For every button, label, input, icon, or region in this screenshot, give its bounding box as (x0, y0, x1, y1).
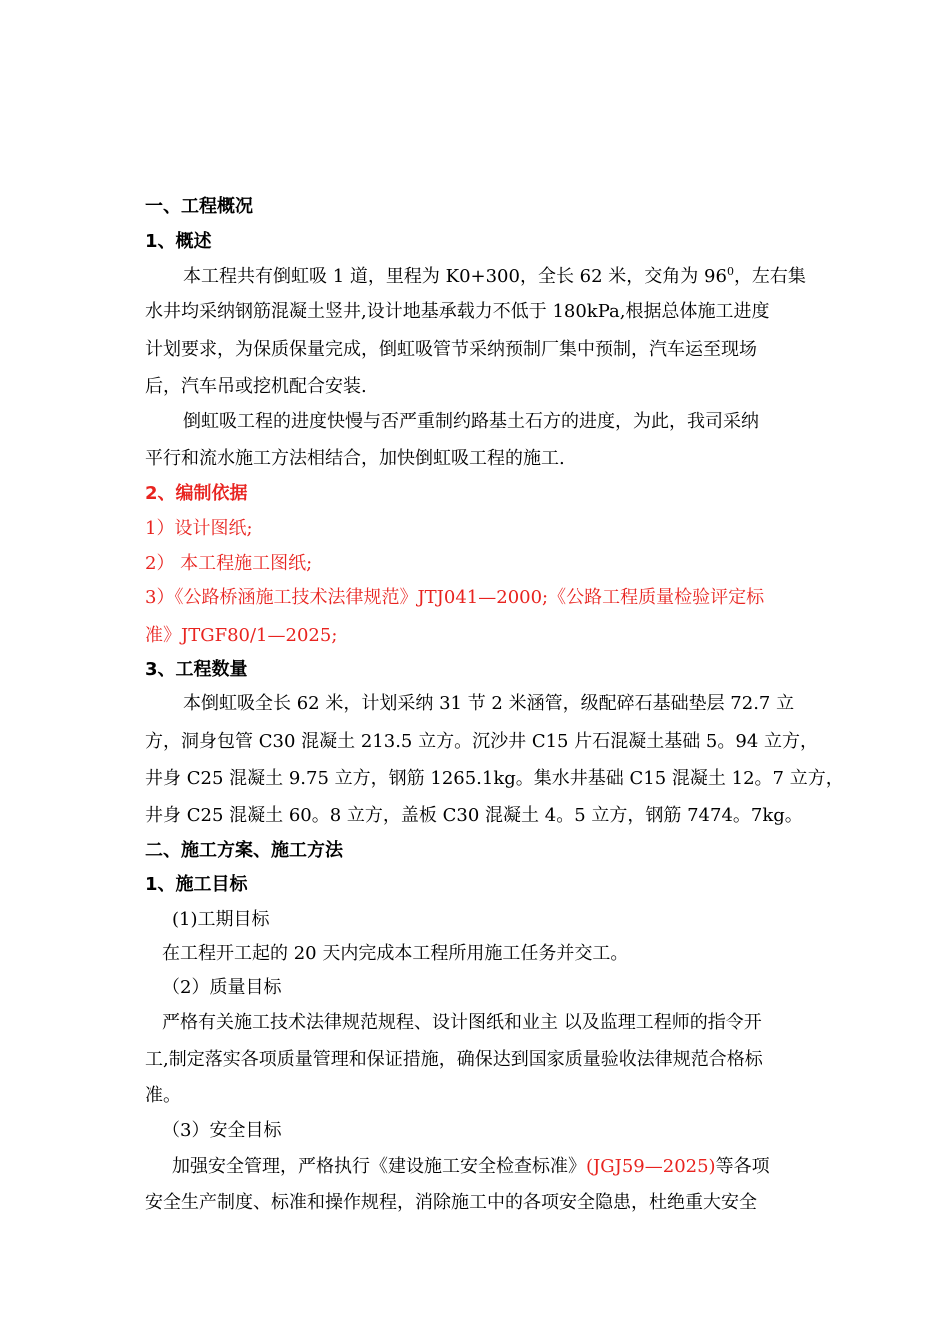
subsection-heading: 1、施工目标 (145, 874, 248, 895)
list-item: 2） 本工程施工图纸; (145, 553, 313, 574)
paragraph-line: 倒虹吸工程的进度快慢与否严重制约路基土石方的进度，为此，我司采纳 (183, 411, 759, 432)
paragraph-line: 井身 C25 混凝土 9.75 立方，钢筋 1265.1kg。集水井基础 C15 混凝土 12。7 立方， (145, 768, 844, 789)
section-heading: 二、施工方案、施工方法 (145, 840, 343, 861)
list-item: 1）设计图纸; (145, 518, 253, 539)
goal-title: （3）安全目标 (162, 1120, 282, 1141)
paragraph-line: 平行和流水施工方法相结合，加快倒虹吸工程的施工. (145, 448, 565, 469)
subsection-heading: 2、编制依据 (145, 483, 248, 504)
goal-title: （2）质量目标 (162, 977, 282, 998)
subsection-heading: 3、工程数量 (145, 659, 248, 680)
paragraph-line: 井身 C25 混凝土 60。8 立方，盖板 C30 混凝土 4。5 立方，钢筋 7474。7kg。 (145, 805, 803, 826)
goal-title: (1)工期目标 (172, 909, 270, 930)
list-item: 3）《公路桥涵施工技术法律规范》JTJ041—2000;《公路工程质量检验评定标 (145, 587, 765, 608)
paragraph-line: 安全生产制度、标准和操作规程，消除施工中的各项安全隐患，杜绝重大安全 (145, 1192, 757, 1213)
degree-superscript: 0 (726, 265, 734, 278)
paragraph-line: 本工程共有倒虹吸 1 道，里程为 K0+300，全长 62 米，交角为 $96^0$，左右集 (183, 265, 806, 287)
paragraph-line: 后，汽车吊或挖机配合安装. (145, 376, 367, 397)
paragraph-line: 水井均采纳钢筋混凝土竖井,设计地基承载力不低于 180kPa,根据总体施工进度 (145, 301, 770, 322)
paragraph-line: 在工程开工起的 20 天内完成本工程所用施工任务并交工。 (162, 943, 629, 964)
paragraph-line: 准。 (145, 1085, 181, 1106)
list-item: 准》JTGF80/1—2025; (145, 625, 338, 646)
paragraph-line: 方，洞身包管 C30 混凝土 213.5 立方。沉沙井 C15 片石混凝土基础 5。94 立方， (145, 731, 819, 752)
section-heading: 一、工程概况 (145, 196, 253, 217)
subsection-heading: 1、概述 (145, 231, 212, 252)
standard-code-red: (JGJ59—2025) (586, 1156, 716, 1177)
paragraph-line: 严格有关施工技术法律规范规程、设计图纸和业主 以及监理工程师的指令开 (162, 1012, 762, 1033)
paragraph-line: 加强安全管理，严格执行《建设施工安全检查标准》(JGJ59—2025)等各项 (172, 1156, 770, 1177)
paragraph-line: 工,制定落实各项质量管理和保证措施，确保达到国家质量验收法律规范合格标 (145, 1049, 763, 1070)
paragraph-line: 计划要求，为保质保量完成，倒虹吸管节采纳预制厂集中预制，汽车运至现场 (145, 339, 757, 360)
paragraph-line: 本倒虹吸全长 62 米，计划采纳 31 节 2 米涵管，级配碎石基础垫层 72.7 立 (183, 693, 795, 714)
